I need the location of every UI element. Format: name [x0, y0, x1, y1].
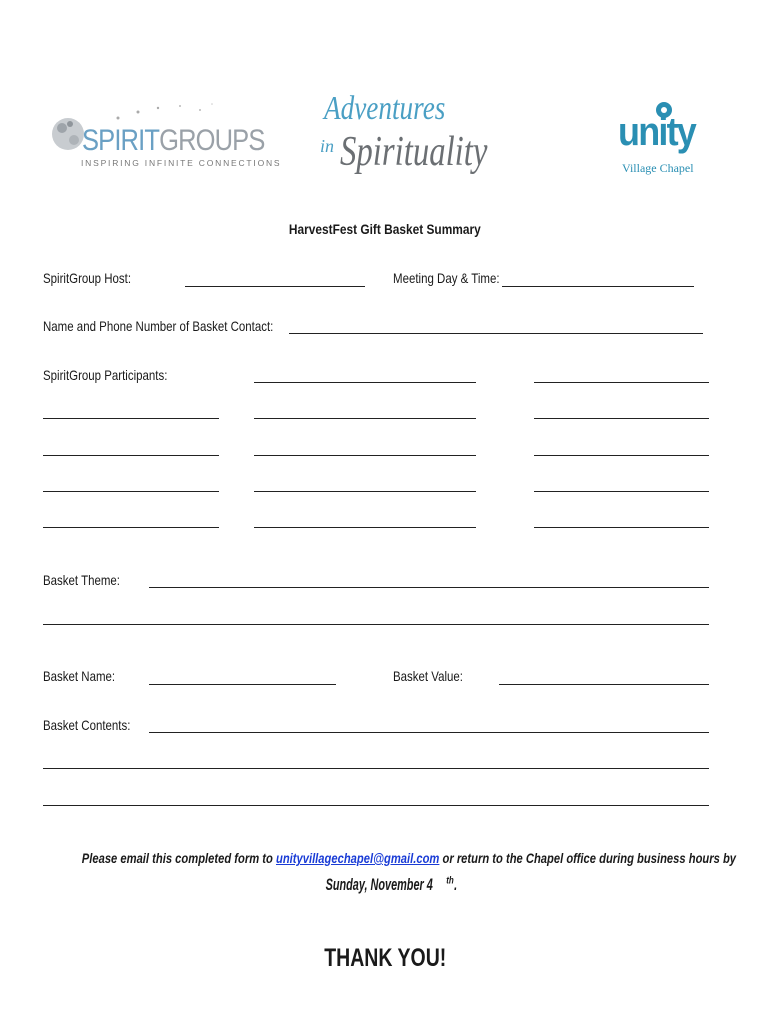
participant-field[interactable]: [43, 418, 219, 419]
participant-field[interactable]: [254, 527, 476, 528]
participant-field[interactable]: [254, 455, 476, 456]
adventures-line1: Adventures: [324, 90, 446, 127]
unity-subtitle: Village Chapel: [622, 161, 694, 175]
participant-field[interactable]: [534, 455, 709, 456]
email-link[interactable]: unityvillagechapel@gmail.com: [275, 850, 440, 866]
contents-field-continued[interactable]: [43, 805, 709, 806]
spiritgroups-logo: [48, 100, 282, 175]
adventures-logo: [318, 90, 488, 190]
participant-field[interactable]: [254, 491, 476, 492]
contents-field[interactable]: [149, 732, 709, 733]
participant-field[interactable]: [254, 382, 476, 383]
contact-label: Name and Phone Number of Basket Contact:: [43, 318, 274, 334]
basket-name-label: Basket Name:: [43, 668, 116, 684]
participant-field[interactable]: [43, 491, 219, 492]
participant-field[interactable]: [43, 455, 219, 456]
participant-field[interactable]: [534, 527, 709, 528]
spiritgroups-tagline: INSPIRING INFINITE CONNECTIONS: [81, 158, 282, 168]
seed-particles-icon: [108, 100, 218, 124]
participant-field[interactable]: [534, 491, 709, 492]
basket-value-label: Basket Value:: [393, 668, 463, 684]
adventures-spirituality: Spirituality: [340, 129, 488, 175]
meeting-label: Meeting Day & Time:: [393, 270, 500, 286]
meeting-field[interactable]: [502, 286, 694, 287]
deadline-date: Sunday, November 4 $^{th}$.: [325, 875, 458, 894]
unity-logo: [618, 100, 718, 180]
contents-field-continued[interactable]: [43, 768, 709, 769]
basket-name-field[interactable]: [149, 684, 336, 685]
host-label: SpiritGroup Host:: [43, 270, 132, 286]
unity-wordmark: unity: [618, 110, 695, 154]
thank-you-heading: THANK YOU!: [323, 944, 447, 972]
basket-value-field[interactable]: [499, 684, 709, 685]
theme-label: Basket Theme:: [43, 572, 121, 588]
contents-label: Basket Contents:: [43, 717, 131, 733]
host-field[interactable]: [185, 286, 365, 287]
adventures-in: in: [320, 136, 335, 156]
participant-field[interactable]: [43, 527, 219, 528]
participants-label: SpiritGroup Participants:: [43, 367, 168, 383]
participant-field[interactable]: [534, 418, 709, 419]
theme-field-continued[interactable]: [43, 624, 709, 625]
instructions-text-after: or return to the Chapel office during business hours by: [439, 850, 737, 866]
instructions-text-before: Please email this completed form to: [81, 850, 276, 866]
participant-field[interactable]: [254, 418, 476, 419]
form-title: HarvestFest Gift Basket Summary: [289, 221, 481, 237]
spiritgroups-wordmark: SPIRITGROUPS: [82, 124, 265, 157]
theme-field[interactable]: [149, 587, 709, 588]
contact-field[interactable]: [289, 333, 703, 334]
submission-instructions: [0, 850, 770, 866]
participant-field[interactable]: [534, 382, 709, 383]
